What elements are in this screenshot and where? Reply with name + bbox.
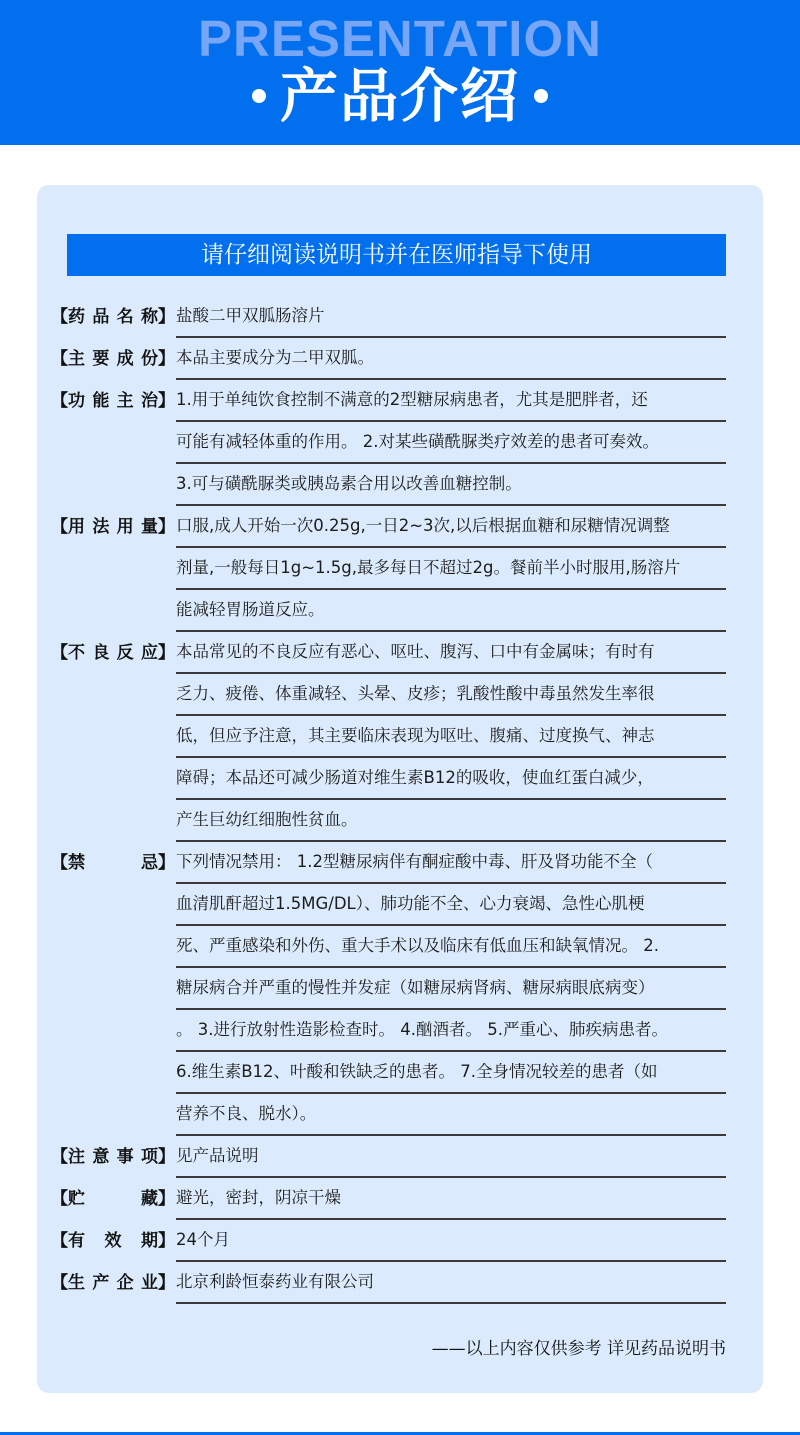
bracket-open: 【 bbox=[51, 307, 68, 327]
section-value-line: 见产品说明 bbox=[176, 1136, 726, 1178]
section-label-text bbox=[68, 842, 158, 884]
section-label bbox=[51, 1136, 175, 1178]
section-label-text bbox=[68, 1220, 158, 1262]
bracket-close: 】 bbox=[158, 391, 175, 411]
label-char: 主 bbox=[68, 349, 85, 369]
info-section bbox=[37, 380, 763, 506]
section-label bbox=[51, 1262, 175, 1304]
bracket-open: 【 bbox=[51, 643, 68, 663]
bracket-open: 【 bbox=[51, 349, 68, 369]
section-value-line: 北京利龄恒泰药业有限公司 bbox=[176, 1262, 726, 1304]
section-label bbox=[51, 338, 175, 380]
info-section bbox=[37, 1262, 763, 1304]
section-value-line: 能减轻胃肠道反应。 bbox=[176, 590, 726, 632]
label-char: 药 bbox=[68, 307, 85, 327]
section-value-line: 障碍；本品还可减少肠道对维生素B12的吸收，使血红蛋白减少， bbox=[176, 758, 726, 800]
label-char: 不 bbox=[68, 643, 85, 663]
label-char: 业 bbox=[140, 1273, 158, 1293]
section-label-text bbox=[68, 1178, 158, 1220]
bracket-open: 【 bbox=[51, 517, 68, 537]
info-section bbox=[37, 1178, 763, 1220]
label-char: 藏 bbox=[141, 1189, 158, 1209]
section-label bbox=[51, 632, 175, 674]
section-value-line: 乏力、疲倦、体重减轻、头晕、皮疹；乳酸性酸中毒虽然发生率很 bbox=[176, 674, 726, 716]
section-label-text bbox=[68, 506, 158, 548]
bracket-close: 】 bbox=[158, 517, 175, 537]
label-char: 功 bbox=[68, 391, 85, 411]
section-label-text bbox=[68, 296, 158, 338]
section-value-line: 盐酸二甲双胍肠溶片 bbox=[176, 296, 726, 338]
section-value-line: 死、严重感染和外伤、重大手术以及临床有低血压和缺氧情况。 2. bbox=[176, 926, 726, 968]
info-section bbox=[37, 296, 763, 338]
info-section bbox=[37, 842, 763, 1136]
label-char: 禁 bbox=[68, 853, 85, 873]
section-value-line: 低，但应予注意，其主要临床表现为呕吐、腹痛、过度换气、神志 bbox=[176, 716, 726, 758]
label-char: 贮 bbox=[68, 1189, 85, 1209]
section-label-text bbox=[68, 380, 158, 422]
label-char: 生 bbox=[68, 1273, 85, 1293]
section-value-line: 6.维生素B12、叶酸和铁缺乏的患者。 7.全身情况较差的患者（如 bbox=[176, 1052, 726, 1094]
info-section bbox=[37, 632, 763, 842]
section-value-line: 3.可与磺酰脲类或胰岛素合用以改善血糖控制。 bbox=[176, 464, 726, 506]
section-value-line: 糖尿病合并严重的慢性并发症（如糖尿病肾病、糖尿病眼底病变） bbox=[176, 968, 726, 1010]
footnote: ——以上内容仅供参考 详见药品说明书 bbox=[431, 1339, 726, 1359]
section-value-line: 本品主要成分为二甲双胍。 bbox=[176, 338, 726, 380]
section-value-line: 。 3.进行放射性造影检查时。 4.酗酒者。 5.严重心、肺疾病患者。 bbox=[176, 1010, 726, 1052]
label-char: 企 bbox=[116, 1273, 134, 1293]
bracket-open: 【 bbox=[51, 853, 68, 873]
section-value-line: 产生巨幼红细胞性贫血。 bbox=[176, 800, 726, 842]
bracket-open: 【 bbox=[51, 1189, 68, 1209]
label-char: 忌 bbox=[141, 853, 158, 873]
label-char: 产 bbox=[92, 1273, 110, 1293]
section-value-line: 本品常见的不良反应有恶心、呕吐、腹泻、口中有金属味；有时有 bbox=[176, 632, 726, 674]
label-char: 用 bbox=[116, 517, 134, 537]
notice-banner: 请仔细阅读说明书并在医师指导下使用 bbox=[67, 234, 726, 276]
label-char: 名 bbox=[116, 307, 134, 327]
label-char: 治 bbox=[140, 391, 158, 411]
section-value-line: 营养不良、脱水）。 bbox=[176, 1094, 726, 1136]
section-value-line: 24个月 bbox=[176, 1220, 726, 1262]
section-label-text bbox=[68, 1262, 158, 1304]
label-char: 良 bbox=[92, 643, 110, 663]
section-label bbox=[51, 1178, 175, 1220]
bracket-close: 】 bbox=[158, 1189, 175, 1209]
section-value-line: 剂量,一般每日1g~1.5g,最多每日不超过2g。餐前半小时服用,肠溶片 bbox=[176, 548, 726, 590]
label-char: 有 bbox=[68, 1231, 85, 1251]
label-char: 事 bbox=[116, 1147, 134, 1167]
info-section bbox=[37, 1136, 763, 1178]
label-char: 意 bbox=[92, 1147, 110, 1167]
label-char: 项 bbox=[140, 1147, 158, 1167]
label-char: 用 bbox=[68, 517, 85, 537]
bracket-close: 】 bbox=[158, 1273, 175, 1293]
bracket-close: 】 bbox=[158, 349, 175, 369]
bracket-close: 】 bbox=[158, 643, 175, 663]
bracket-close: 】 bbox=[158, 1231, 175, 1251]
bullet-dot-icon bbox=[534, 89, 548, 103]
header-subtitle-en: PRESENTATION bbox=[198, 10, 602, 67]
bracket-close: 】 bbox=[158, 1147, 175, 1167]
label-char: 主 bbox=[116, 391, 134, 411]
section-label-text bbox=[68, 338, 158, 380]
label-char: 称 bbox=[140, 307, 158, 327]
label-char: 份 bbox=[140, 349, 158, 369]
label-char: 注 bbox=[68, 1147, 85, 1167]
label-char: 效 bbox=[104, 1231, 122, 1251]
section-value-line: 避光，密封，阴凉干燥 bbox=[176, 1178, 726, 1220]
header-banner bbox=[0, 0, 800, 145]
bracket-open: 【 bbox=[51, 391, 68, 411]
section-label bbox=[51, 296, 175, 338]
section-label bbox=[51, 1220, 175, 1262]
section-label-text bbox=[68, 1136, 158, 1178]
product-info-card bbox=[37, 185, 763, 1393]
section-label bbox=[51, 842, 175, 884]
header-title-text: 产品介绍 bbox=[279, 62, 520, 130]
label-char: 能 bbox=[92, 391, 110, 411]
section-value-line: 可能有减轻体重的作用。 2.对某些磺酰脲类疗效差的患者可奏效。 bbox=[176, 422, 726, 464]
section-value-line: 口服,成人开始一次0.25g,一日2~3次,以后根据血糖和尿糖情况调整 bbox=[176, 506, 726, 548]
label-char: 法 bbox=[92, 517, 110, 537]
section-label bbox=[51, 506, 175, 548]
label-char: 期 bbox=[141, 1231, 158, 1251]
info-section bbox=[37, 338, 763, 380]
info-section bbox=[37, 506, 763, 632]
bracket-open: 【 bbox=[51, 1147, 68, 1167]
label-char: 反 bbox=[116, 643, 134, 663]
label-char: 品 bbox=[92, 307, 110, 327]
section-value-line: 血清肌酐超过1.5MG/DL）、肺功能不全、心力衰竭、急性心肌梗 bbox=[176, 884, 726, 926]
bracket-open: 【 bbox=[51, 1231, 68, 1251]
section-value-line: 1.用于单纯饮食控制不满意的2型糖尿病患者，尤其是肥胖者，还 bbox=[176, 380, 726, 422]
label-char: 要 bbox=[92, 349, 110, 369]
bracket-close: 】 bbox=[158, 307, 175, 327]
label-char: 成 bbox=[116, 349, 134, 369]
info-table bbox=[37, 296, 763, 1304]
section-value-line: 下列情况禁用： 1.2型糖尿病伴有酮症酸中毒、肝及肾功能不全（ bbox=[176, 842, 726, 884]
section-label bbox=[51, 380, 175, 422]
bracket-close: 】 bbox=[158, 853, 175, 873]
section-label-text bbox=[68, 632, 158, 674]
label-char: 量 bbox=[140, 517, 158, 537]
info-section bbox=[37, 1220, 763, 1262]
label-char: 应 bbox=[140, 643, 158, 663]
header-title bbox=[0, 62, 800, 130]
bracket-open: 【 bbox=[51, 1273, 68, 1293]
bullet-dot-icon bbox=[252, 89, 266, 103]
